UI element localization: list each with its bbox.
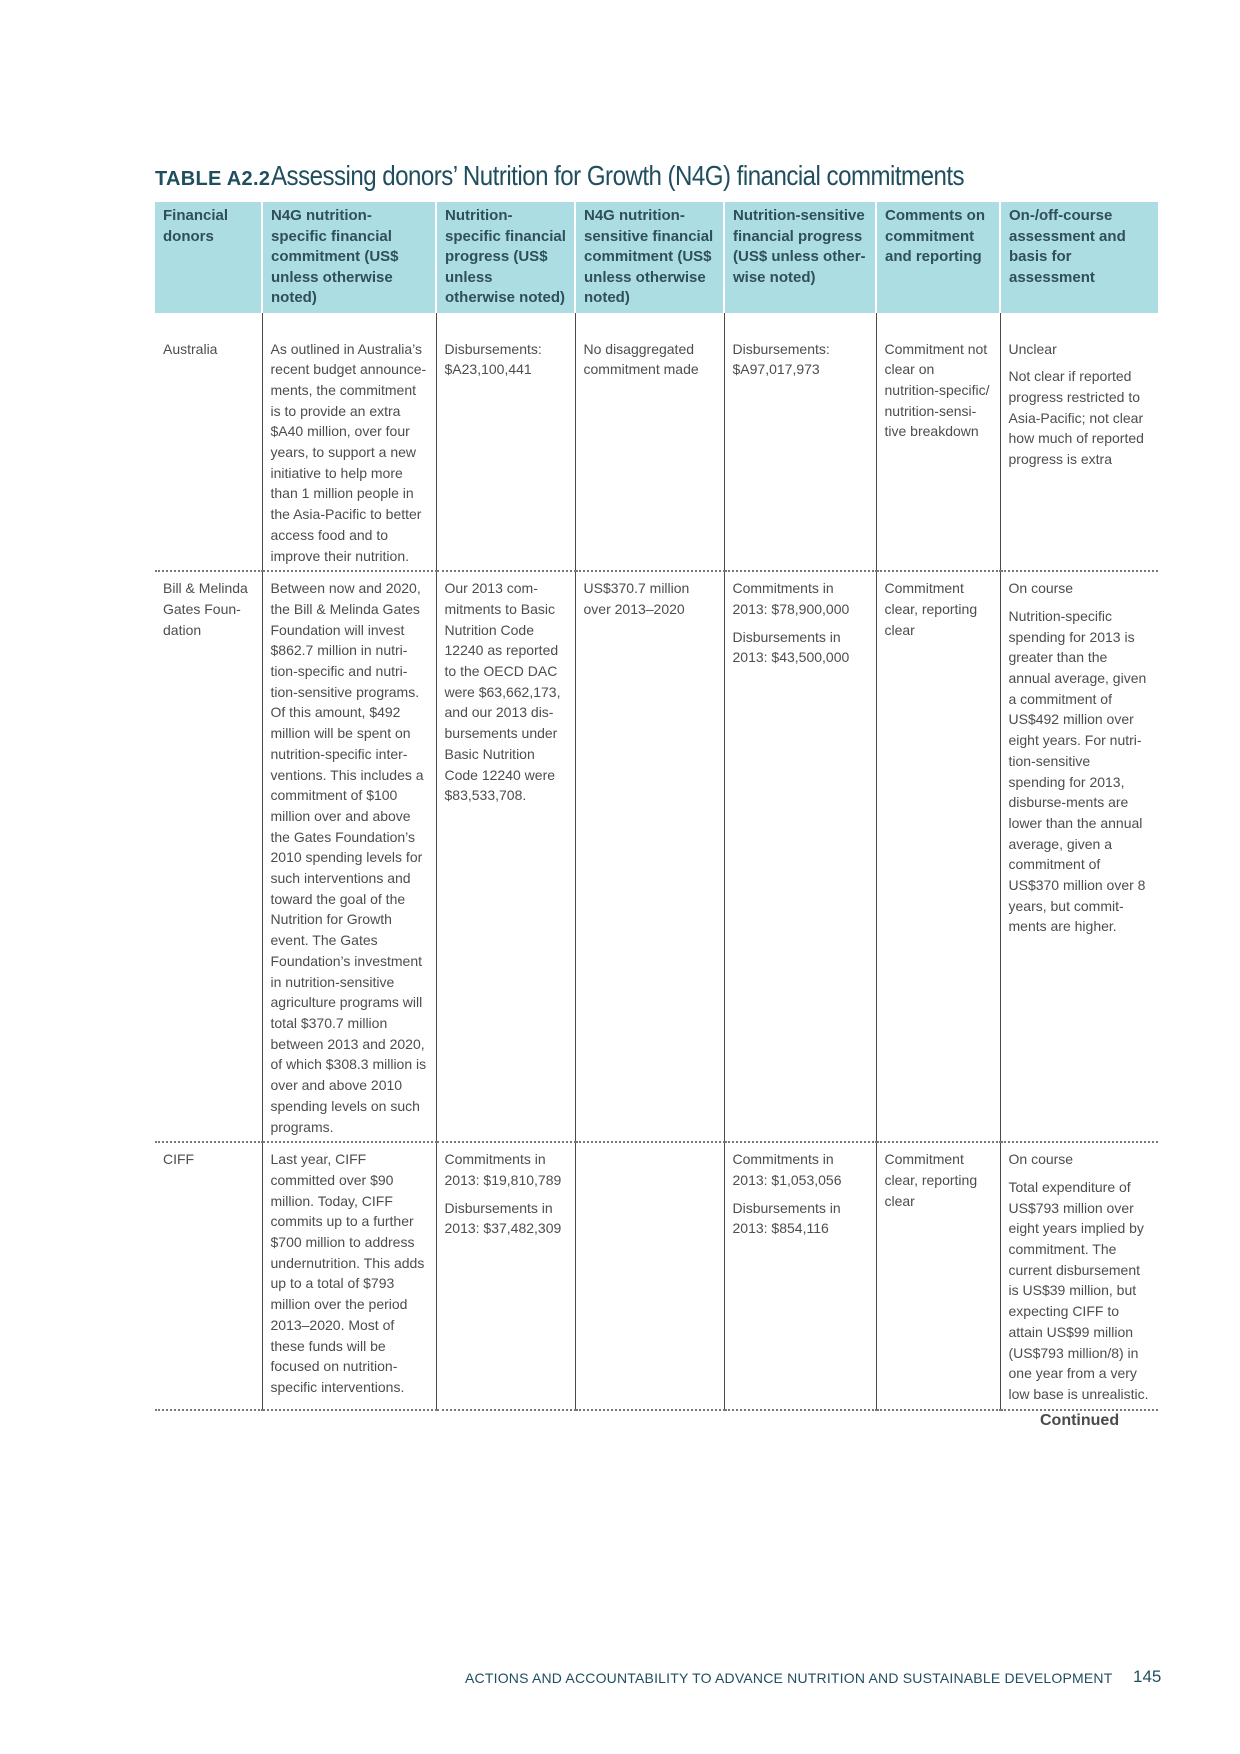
specific-progress-text: Our 2013 com-mitments to Basic Nutrition Code 12240 as reported to the OECD DAC were $63,662,173, and our 2013 dis-bursements under Basic Nutrition Code 12240 were $83,533,708. (444, 580, 561, 804)
sensitive-progress-cell (724, 313, 876, 572)
sensitive-commitment-cell: US$370.7 million over 2013–2020 (575, 571, 724, 1142)
page-number: 145 (1133, 1667, 1162, 1686)
table-title-row (155, 160, 1165, 192)
header-specific-progress: Nutrition-specific financial progress (US$ unless otherwise noted) (436, 202, 575, 313)
donor-cell: Australia (155, 313, 262, 572)
table-label: TABLE A2.2 (155, 168, 271, 190)
sensitive-progress-cell (724, 1142, 876, 1409)
sensitive-progress-disbursements: Disbursements in 2013: $854,116 (732, 1199, 841, 1237)
specific-progress-cell (436, 571, 575, 1142)
sensitive-progress-disbursements: Disbursements in 2013: $43,500,000 (732, 628, 850, 666)
continued-label: Continued (1040, 1412, 1120, 1429)
sensitive-progress-commitments: Commitments in 2013: $78,900,000 (732, 580, 850, 617)
comments-cell: Commitment not clear on nutrition-specific/ nutrition-sensi-tive breakdown (876, 313, 1000, 572)
specific-progress-disbursements: Disbursements in 2013: $37,482,309 (444, 1199, 562, 1237)
sensitive-progress-commitments: Commitments in 2013: $1,053,056 (732, 1151, 842, 1188)
donor-cell: CIFF (155, 1142, 262, 1409)
header-sensitive-progress: Nutrition-sensitive financial progress (US$ unless other-wise noted) (724, 202, 876, 313)
table-row (155, 1142, 1158, 1409)
comments-cell: Commitment clear, reporting clear (876, 571, 1000, 1142)
sensitive-commitment-cell: No disaggregated commitment made (575, 313, 724, 572)
table-title: Assessing donors’ Nutrition for Growth (N4G) financial commitments (271, 160, 965, 191)
header-sensitive-commitment: N4G nutrition-sensitive financial commitment (US$ unless otherwise noted) (575, 202, 724, 313)
header-assessment: On-/off-course assessment and basis for assessment (1000, 202, 1158, 313)
specific-progress-text: Disbursements: $A23,100,441 (444, 340, 542, 378)
table-row (155, 571, 1158, 1142)
header-specific-commitment: N4G nutrition-specific financial commitment (US$ unless otherwise noted) (262, 202, 436, 313)
header-comments: Comments on commitment and reporting (876, 202, 1000, 313)
donor-commitments-table (155, 202, 1158, 1411)
specific-progress-commitments: Commitments in 2013: $19,810,789 (444, 1151, 562, 1188)
sensitive-progress-cell (724, 571, 876, 1142)
specific-commitment-cell: Between now and 2020, the Bill & Melinda Gates Foundation will invest $862.7 million in nutri-tion-specific and nutri-tion-sensitive programs. Of this amount, $492 million will be spent on nutrition-specific inter-ventions. This includes a commitment of $100 million over and above the Gates Foundation’s 2010 spending levels for such interventions and toward the goal of the Nutrition for Growth event. The Gates Foundation’s investment in nutrition-sensitive agriculture programs will total $370.7 million between 2013 and 2020, of which $308.3 million is over and above 2010 spending levels on such programs. (262, 571, 436, 1142)
assessment-cell (1000, 1142, 1158, 1409)
assessment-cell (1000, 571, 1158, 1142)
specific-commitment-cell: Last year, CIFF committed over $90 million. Today, CIFF commits up to a further $700 million to address undernutrition. This adds up to a total of $793 million over the period 2013–2020. Most of these funds will be focused on nutrition-specific interventions. (262, 1142, 436, 1409)
assessment-cell (1000, 313, 1158, 572)
assessment-status: On course (1008, 580, 1074, 597)
specific-commitment-cell: As outlined in Australia’s recent budget announce-ments, the commitment is to provide an extra $A40 million, over four years, to support a new initiative to help more than 1 million people in the Asia-Pacific to better access food and to improve their nutrition. (262, 313, 436, 572)
table-row (155, 313, 1158, 572)
running-footer: ACTIONS AND ACCOUNTABILITY TO ADVANCE NUTRITION AND SUSTAINABLE DEVELOPMENT (465, 1670, 1113, 1686)
sensitive-progress-text: Disbursements: $A97,017,973 (732, 340, 830, 378)
header-financial-donors: Financial donors (155, 202, 262, 313)
sensitive-commitment-cell (575, 1142, 724, 1409)
assessment-status: On course (1008, 1151, 1074, 1168)
assessment-basis: Total expenditure of US$793 million over eight years implied by commitment. The current disbursement is US$39 million, but expecting CIFF to attain US$99 million (US$793 million/8) in one year from a very low base is unrealistic. (1008, 1178, 1149, 1402)
table-header-row (155, 202, 1158, 313)
specific-progress-cell (436, 313, 575, 572)
assessment-status: Unclear (1008, 340, 1057, 357)
assessment-basis: Nutrition-specific spending for 2013 is greater than the annual average, given a commitment of US$492 million over eight years. For nutri-tion-sensitive spending for 2013, disburse-ments are lower than the annual average, given a commitment of US$370 million over 8 years, but commit-ments are higher. (1008, 607, 1147, 935)
assessment-basis: Not clear if reported progress restricted to Asia-Pacific; not clear how much of reported progress is extra (1008, 368, 1144, 468)
specific-progress-cell (436, 1142, 575, 1409)
donor-cell: Bill & Melinda Gates Foun-dation (155, 571, 262, 1142)
comments-cell: Commitment clear, reporting clear (876, 1142, 1000, 1409)
